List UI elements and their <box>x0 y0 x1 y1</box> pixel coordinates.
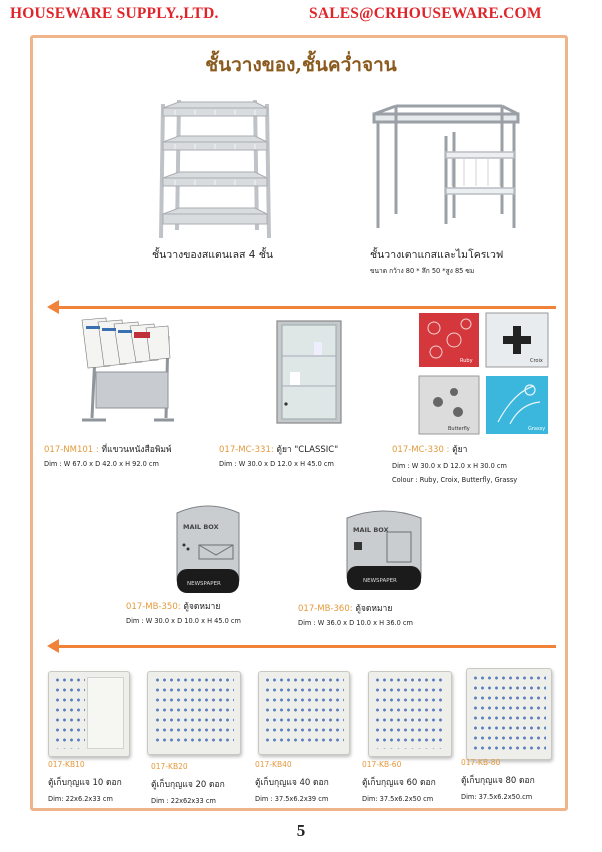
variant-label-grassy: Grassy <box>528 426 546 432</box>
product-name: ตู้ยา <box>452 445 468 455</box>
product-dimensions: Dim : W 30.0 x D 12.0 x H 30.0 cm <box>392 462 507 470</box>
product-medicine-classic-title <box>219 442 338 456</box>
product-code: 017-KB20 <box>151 762 188 771</box>
variant-label-ruby: Ruby <box>460 358 473 364</box>
section-divider-arrow <box>56 645 556 648</box>
stove-rack-name: ชั้นวางเตาแกสและไมโครเวฟ <box>370 249 504 261</box>
product-code: 017-MC-330 : <box>392 445 450 455</box>
gas-stove-microwave-rack-image <box>368 96 524 232</box>
shelf-4-tier-name: ชั้นวางของสแตนเลส 4 ชั้น <box>152 249 274 261</box>
product-dimensions: Dim : 22x62x33 cm <box>151 797 216 805</box>
product-name: ตู้ยา "CLASSIC" <box>276 445 339 455</box>
product-dimensions: Dim: 22x6.2x33 cm <box>48 795 113 803</box>
key-cabinet-40-image <box>258 671 350 755</box>
product-code: 017-NM101 : <box>44 445 99 455</box>
product-code: 017-KB10 <box>48 760 85 769</box>
product-code: 017-KB-80 <box>461 758 501 767</box>
product-dimensions: Dim : W 67.0 x D 42.0 x H 92.0 cm <box>44 460 159 468</box>
product-code: 017-MB-360: <box>298 604 353 614</box>
product-name: ตู้เก็บกุญแจ 40 ดอก <box>255 778 329 788</box>
product-medicine-colours-title <box>392 442 467 456</box>
mailbox-350-image <box>175 503 241 595</box>
variant-label-croix: Croix <box>530 358 543 364</box>
page-number: 5 <box>296 821 306 840</box>
key-cabinet-20-image <box>147 671 241 755</box>
product-name: ที่แขวนหนังสือพิมพ์ <box>101 445 172 455</box>
product-name: ตู้จดหมาย <box>183 602 221 612</box>
variant-label-butterfly: Butterfly <box>448 426 470 432</box>
company-email: SALES@CRHOUSEWARE.COM <box>309 5 542 22</box>
section-title: ชั้นวางของ,ชั้นคว่ำจาน <box>205 54 397 76</box>
product-dimensions: Dim: 37.5x6.2x50 cm <box>362 795 434 803</box>
product-name: ตู้จดหมาย <box>355 604 393 614</box>
product-code: 017-KB40 <box>255 760 292 769</box>
product-code: 017-MB-350: <box>126 602 181 612</box>
product-name: ตู้เก็บกุญแจ 60 ดอก <box>362 778 436 788</box>
product-dimensions: Dim: 37.5x6.2x50.cm <box>461 793 533 801</box>
mailbox-360-image <box>345 508 423 594</box>
product-code: 017-KB-60 <box>362 760 402 769</box>
product-code: 017-MC-331: <box>219 445 274 455</box>
newspaper-rack-image <box>76 314 176 426</box>
product-mailbox-360-title <box>298 601 392 615</box>
product-dimensions: Dim : 37.5x6.2x39 cm <box>255 795 329 803</box>
product-colours: Colour : Ruby, Croix, Butterfly, Grassy <box>392 476 518 484</box>
key-cabinet-60-image <box>368 671 452 757</box>
mailbox-350-title: MAIL BOX <box>183 523 219 531</box>
product-dimensions: Dim : W 30.0 x D 10.0 x H 45.0 cm <box>126 617 241 625</box>
stove-rack-size: ขนาด กว้าง 80 * ลึก 50 *สูง 85 ซม <box>370 267 475 275</box>
mailbox-360-newspaper: NEWSPAPER <box>363 578 397 584</box>
product-name: ตู้เก็บกุญแจ 80 ดอก <box>461 776 535 786</box>
product-name: ตู้เก็บกุญแจ 20 ดอก <box>151 780 225 790</box>
product-newspaper-rack-title <box>44 442 172 456</box>
stainless-4-tier-shelf-image <box>155 98 275 240</box>
company-name: HOUSEWARE SUPPLY.,LTD. <box>10 5 219 22</box>
key-cabinet-80-image <box>466 668 552 760</box>
section-divider-arrow <box>56 306 556 309</box>
mailbox-350-newspaper: NEWSPAPER <box>187 581 221 587</box>
medicine-cabinet-4-colours-image <box>418 312 550 436</box>
medicine-cabinet-classic-image <box>276 320 342 424</box>
mailbox-360-title: MAIL BOX <box>353 526 389 534</box>
key-cabinet-10-image <box>48 671 130 757</box>
product-mailbox-350-title <box>126 599 220 613</box>
product-name: ตู้เก็บกุญแจ 10 ดอก <box>48 778 122 788</box>
product-dimensions: Dim : W 30.0 x D 12.0 x H 45.0 cm <box>219 460 334 468</box>
product-dimensions: Dim : W 36.0 x D 10.0 x H 36.0 cm <box>298 619 413 627</box>
